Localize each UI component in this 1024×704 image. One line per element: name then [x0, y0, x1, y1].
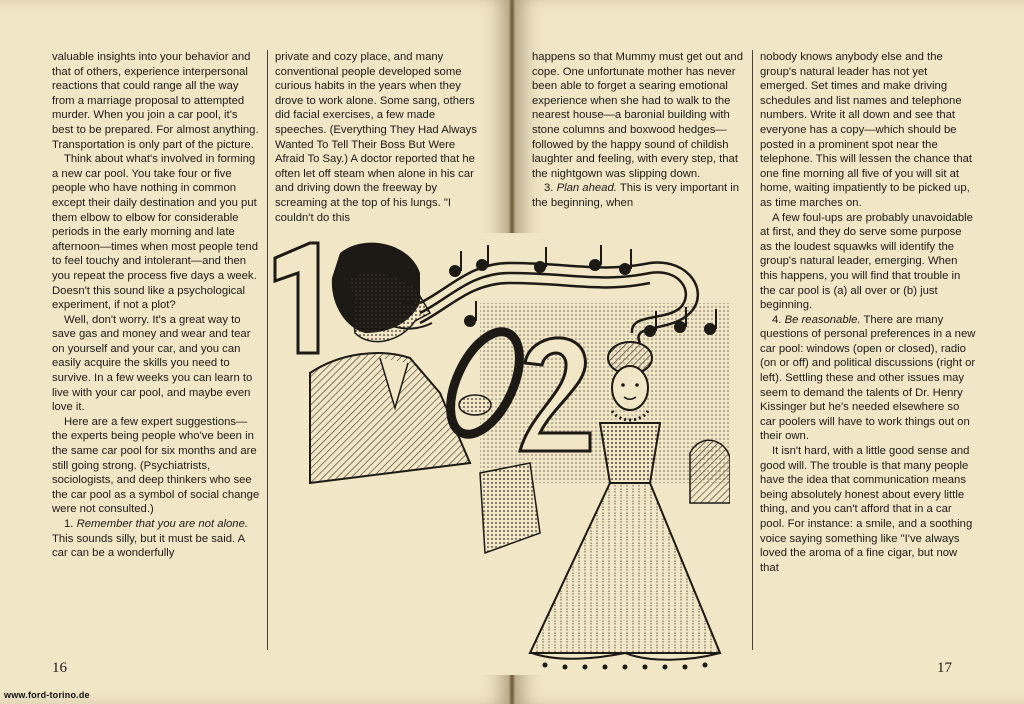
tip-number: 4.: [772, 313, 782, 326]
paragraph: nobody knows anybody else and the group's natural leader has not yet emerged. Set times and make driving schedules and list names and telephone numbers. Write it all down and see that everyone has a copy—which should be posted in a prominent spot near the telephone. This will lessen the chance that one fine morning all five of you will sit at home, waiting impatiently to be picked up, as time marches on.: [760, 51, 973, 209]
tip-4: [760, 313, 976, 444]
tip-number: 1.: [64, 518, 74, 530]
tip-3: [532, 181, 744, 210]
tip-body: There are many questions of personal preferences in a new car pool: windows (open or closed), radio (on or off) and political discussions (right or left). Settling these and other issues may seem to demand the talents of Dr. Henry Kissinger but he's needed elsewhere so car poolers will have to work things out on their own.: [760, 313, 976, 443]
tip-number: 3.: [544, 182, 554, 195]
left-column-1: [52, 50, 260, 561]
carpool-illustration: [270, 233, 730, 675]
paragraph: Think about what's involved in forming a new car pool. You take four or five people who have nothing in common except their daily destination and you put them elbow to elbow for considerable periods in the early morning and late afternoon—times when most people tend to feel touchy and intolerant—and then you repeat the process five days a week. Doesn't this sound like a psychological experiment, if not a plot?: [52, 153, 258, 312]
column-divider: [267, 50, 268, 650]
tip-body: This sounds silly, but it must be said. A car can be a wonderfully: [52, 532, 245, 560]
watermark-credit: www.ford-torino.de: [4, 690, 90, 700]
tip-body: This is very important in the beginning, when: [532, 182, 740, 209]
tip-title: Be reasonable.: [784, 313, 861, 326]
column-divider: [752, 50, 753, 650]
paragraph: Well, don't worry. It's a great way to save gas and money and wear and tear on yourself and your car, and you can easily acquire the skills you need to survive. In a few weeks you can learn to live with your car pool, and maybe even love it.: [52, 313, 253, 414]
page-number-left: 16: [52, 660, 67, 676]
tip-1: [52, 517, 260, 561]
paragraph: Here are a few expert suggestions—the experts being people who've been in the same car pool for six months and are still going strong. (Psychiatrists, sociologists, and deep thinkers who see the car pool as a symbol of social change were not consulted.): [52, 415, 260, 516]
left-column-2-top: [275, 50, 480, 225]
tip-title: Remember that you are not alone.: [76, 518, 248, 530]
tip-title: Plan ahead.: [556, 182, 617, 195]
paragraph: A few foul-ups are probably unavoidable at first, and they do serve some purpose as the loudest squawks will identify the group's natural leader, emerging. When this happens, you will find that trouble in the car pool is (a) all over or (b) just beginning.: [760, 211, 973, 312]
bushes: [690, 440, 730, 503]
right-column-4: [760, 50, 976, 575]
paragraph: It isn't hard, with a little good sense and good will. The trouble is that many people have the idea that communication means being absolutely honest about every little thing, and you can't afford that in a car pool. For instance: a smile, and a soothing voice saying something like "I've always loved the aroma of a fine cigar, but now that: [760, 445, 973, 574]
right-column-3: [532, 50, 744, 211]
paragraph: valuable insights into your behavior and that of others, experience interpersonal reactions that could range all the way from a marriage proposal to attempted murder. When you join a car pool, it's best to be prepared. For almost anything. Transportation is only part of the picture.: [52, 51, 259, 151]
paragraph: happens so that Mummy must get out and cope. One unfortunate mother has never been able to forget a searing emotional experience when she had to walk to the nearest house—a baronial building with stone columns and boxwood hedges—followed by the happy sound of childish laughter and feeling, with every step, that the nightgown was slipping down.: [532, 51, 743, 180]
page-number-right: 17: [937, 660, 952, 676]
paragraph: private and cozy place, and many conventional people developed some curious habits in the years when they drove to work alone. Some sang, others did facial exercises, a few made speeches. (Everything They Had Always Wanted To Tell Their Boss But Were Afraid To Say.) A doctor reported that he often let off steam when alone in his car and driving down the freeway by screaming at the top of his lungs. "I couldn't do this: [275, 51, 477, 224]
